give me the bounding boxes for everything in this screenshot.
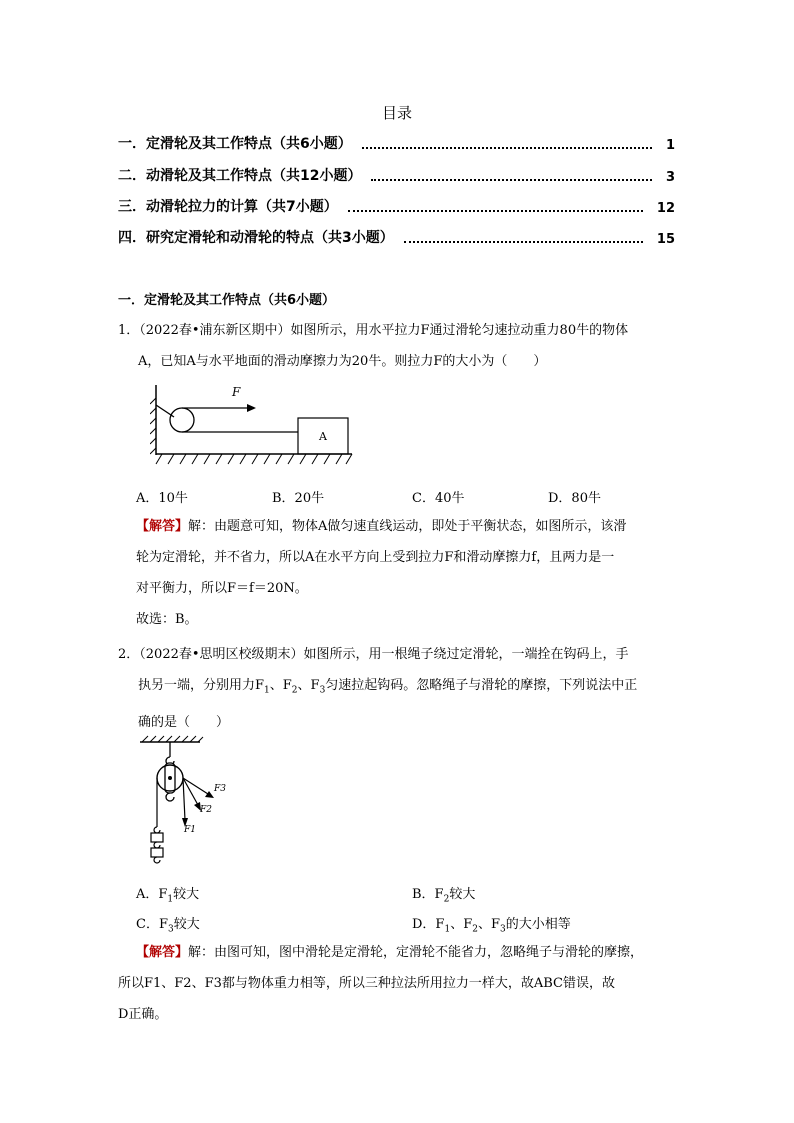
answer-tag: 【解答】 [136,519,189,534]
option-a[interactable]: A．10牛 [136,491,188,506]
bottom-hook [166,793,174,801]
explanation-line: 故选：B。 [136,612,198,627]
option-a[interactable]: A．$F_1$较大 [136,887,200,905]
fixed-pulley-figure [138,735,238,865]
weight-link [154,842,160,848]
toc-entry[interactable] [118,225,675,247]
label-f1: F1 [184,825,196,835]
answer-tag: 【解答】 [136,945,189,960]
toc-entry-page: 15 [656,232,675,247]
explanation-line: D正确。 [118,1007,168,1022]
explanation-line: 对平衡力，所以F＝f＝20N。 [136,581,308,596]
wall-hatching [150,398,156,454]
rope-f2 [183,778,198,805]
option-d[interactable]: D．80牛 [548,491,601,506]
question-2-explanation [118,937,676,1030]
option-c[interactable]: C．40牛 [412,491,465,506]
question-2-text [118,639,676,738]
toc-leader-dots [404,241,643,243]
toc-leader-dots [348,210,643,212]
weight-bottom-hook [154,857,160,863]
toc-entry-label: 一．定滑轮及其工作特点（共6小题） [118,136,352,152]
question-2-line: 确的是（ ） [138,714,230,730]
toc-entry-page: 1 [665,138,675,153]
explanation-line [136,511,676,542]
question-1-text [118,315,676,377]
explanation-text: 解：由题意可知，物体A做匀速直线运动，即处于平衡状态，如图所示，该滑 [188,519,627,534]
question-2-line: 执另一端，分别用力$F_1$、$F_2$、$F_3$匀速拉起钩码。忽略绳子与滑轮的摩擦，下列说法中正 [138,678,638,696]
toc-entry-page: 3 [665,170,675,185]
label-f3: F3 [214,784,226,794]
explanation-line: 轮为定滑轮，并不省力，所以A在水平方向上受到拉力F和滑动摩擦力f，且两力是一 [136,550,615,565]
toc-leader-dots [362,147,652,149]
force-arrow-head [247,404,256,412]
question-1-explanation [136,511,676,635]
option-b[interactable]: B．20牛 [272,491,325,506]
toc-title: 目录 [381,104,412,122]
option-c[interactable]: C．$F_3$较大 [136,917,200,935]
rope-f3 [183,778,208,794]
question-1-line: 1．（2022春•浦东新区期中）如图所示，用水平拉力F通过滑轮匀速拉动重力80牛的物体 [118,323,629,338]
toc-entry-label: 三．动滑轮拉力的计算（共7小题） [118,199,338,215]
explanation-line [118,937,676,968]
weight-hook [154,827,160,833]
toc-entry[interactable] [118,131,675,153]
toc-entry-label: 四．研究定滑轮和动滑轮的特点（共3小题） [118,230,394,246]
option-d[interactable]: D．$F_1$、$F_2$、$F_3$的大小相等 [412,917,571,935]
toc-entry[interactable] [118,194,675,216]
explanation-line: 所以F1、F2、F3都与物体重力相等，所以三种拉法所用拉力一样大，故ABC错误，故 [118,976,616,991]
toc-entry[interactable] [118,163,675,185]
pulley-wheel [170,408,194,432]
toc-entry-label: 二．动滑轮及其工作特点（共12小题） [118,168,362,184]
block-a-label: A [319,430,327,443]
question-2-line: 2．（2022春•思明区校级期末）如图所示，用一根绳子绕过定滑轮，一端拴在钩码上，手 [118,647,629,662]
pulley-axle [168,776,172,780]
force-label-f: F [232,385,241,399]
toc-leader-dots [371,179,651,181]
label-f2: F2 [200,805,212,815]
hook-weight-2 [151,848,163,857]
ceiling-hatching [142,736,203,742]
toc-entry-page: 12 [656,201,675,216]
pulley-horizontal-figure [150,380,360,472]
ground-hatching [156,454,352,464]
section-heading: 一．定滑轮及其工作特点（共6小题） [118,293,336,308]
arrow-f3 [205,791,214,798]
explanation-text: 解：由图可知，图中滑轮是定滑轮，定滑轮不能省力，忽略绳子与滑轮的摩擦， [188,945,644,960]
hook-weight-1 [151,833,163,842]
question-1-line: A，已知A与水平地面的滑动摩擦力为20牛。则拉力F的大小为（ ） [138,354,547,369]
rope-f1 [183,778,185,820]
option-b[interactable]: B．$F_2$较大 [412,887,476,905]
